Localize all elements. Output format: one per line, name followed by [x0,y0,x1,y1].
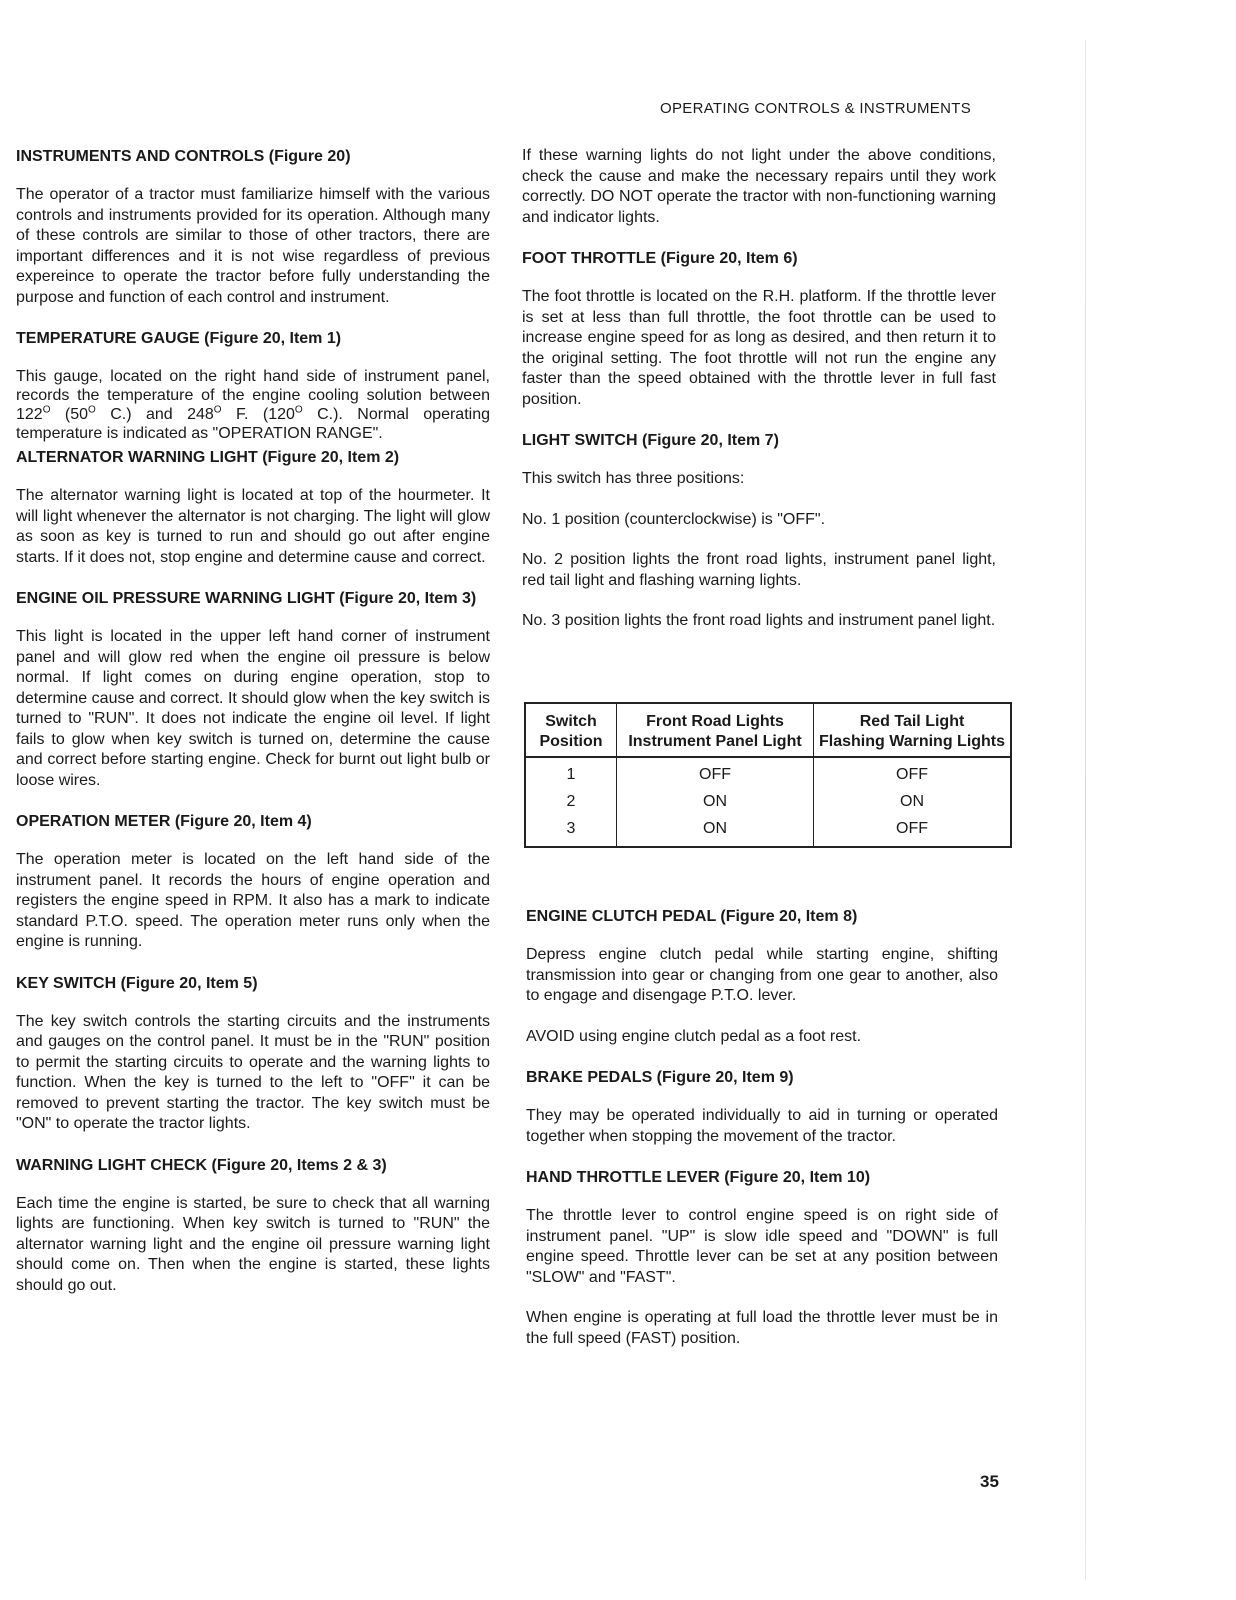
table-cell: OFF [814,816,1012,847]
section-title: HAND THROTTLE LEVER (Figure 20, Item 10) [526,1169,871,1186]
table-cell: 2 [566,793,576,810]
degree-symbol: O [88,404,96,416]
table-header-cell: Red Tail Light Flashing Warning Lights [814,703,1012,757]
section-body: No. 1 position (counterclockwise) is "OFF". [522,510,826,528]
section-body: Each time the engine is started, be sure to check that all warning lights are functioning. When key switch is turned to "RUN" the alternator warning light and the engine oil pressure warning light should come on. Then when the engine is started, these lights should go out. [16,1194,490,1294]
table-cell: ON [617,789,814,816]
section-body: The operation meter is located on the left hand side of the instrument panel. It records the hours of engine operation and registers the engine speed in RPM. It also has a mark to indicate standard P.T.O. speed. The operation meter runs only when the engine is running. [16,851,490,950]
table-row [525,816,1011,847]
section-title: ALTERNATOR WARNING LIGHT (Figure 20, Item 2) [16,449,400,466]
section-body: The key switch controls the starting circuits and the instruments and gauges on the control panel. It must be in the "RUN" position to permit the starting circuits to operate and the warning lights to function. When the key is turned to the left to "OFF" it can be removed to prevent starting the tractor. The key switch must be "ON" to operate the tractor lights. [16,1012,490,1132]
section-title: ENGINE OIL PRESSURE WARNING LIGHT (Figure 20, Item 3) [16,590,477,607]
section-body: AVOID using engine clutch pedal as a foot rest. [526,1027,862,1045]
table-cell: 1 [566,766,576,783]
table-header-cell: Front Road Lights Instrument Panel Light [617,703,814,757]
section-body: The throttle lever to control engine speed is on right side of instrument panel. "UP" is slow idle speed and "DOWN" is full engine speed. Throttle lever can be set at any position between "SLOW" and "FAST". [526,1207,998,1286]
table-row [525,789,1011,816]
scan-edge-line [1085,40,1086,1580]
running-header: OPERATING CONTROLS & INSTRUMENTS [660,100,972,117]
section-title: BRAKE PEDALS (Figure 20, Item 9) [526,1069,794,1086]
section-body: The operator of a tractor must familiarize himself with the various controls and instruments provided for its operation. Although many of these controls are similar to those of other tractors, there are important differences and it is not wise regardless of previous expereince to operate the tractor before fully understanding the purpose and function of each control and instrument. [16,186,490,306]
section-body: Depress engine clutch pedal while starting engine, shifting transmission into gear or changing from one gear to another, also to engage and disengage P.T.O. lever. [526,946,998,1004]
section-body: This switch has three positions: [522,470,745,487]
degree-symbol: O [294,404,303,416]
left-column [16,146,490,1296]
section-body: This gauge, located on the right hand side of instrument panel, records the temperature of the engine cooling solution between $122^O$ ($50^O$ C.) and $248^O$ F. ($120^O$ C.). Normal operating temperature is indicated as "OPERATION RANGE". [16,368,490,442]
degree-symbol: O [213,404,222,416]
section-title: FOOT THROTTLE (Figure 20, Item 6) [522,250,798,267]
section-body: If these warning lights do not light under the above conditions, check the cause and make the necessary repairs until they work correctly. DO NOT operate the tractor with non-functioning warning and indicator lights. [522,147,996,226]
table-cell: 3 [566,820,576,837]
right-column [522,146,996,632]
section-title: LIGHT SWITCH (Figure 20, Item 7) [522,432,779,449]
section-body: The foot throttle is located on the R.H. platform. If the throttle lever is set at less than full throttle, the foot throttle can be used to increase engine speed for as long as desired, and then return it to the original setting. The foot throttle will not run the engine any faster than the speed obtained with the throttle lever in full fast position. [522,288,996,408]
section-title: KEY SWITCH (Figure 20, Item 5) [16,974,258,992]
page-number: 35 [980,1472,999,1491]
table-cell: OFF [617,757,814,789]
degree-symbol: O [42,404,51,416]
section-title: OPERATION METER (Figure 20, Item 4) [16,813,312,830]
table-cell: ON [814,789,1012,816]
section-body: No. 2 position lights the front road lights, instrument panel light, red tail light and flashing warning lights. [522,551,996,589]
section-title: ENGINE CLUTCH PEDAL (Figure 20, Item 8) [526,908,858,925]
right-column-lower [526,906,998,1349]
section-body: No. 3 position lights the front road lights and instrument panel light. [522,612,996,629]
section-body: The alternator warning light is located at top of the hourmeter. It will light whenever the alternator is not charging. The light will glow as soon as key is turned to run and should go out after engine starts. If it does not, stop engine and determine cause and correct. [16,487,490,566]
section-body: This light is located in the upper left hand corner of instrument panel and will glow red when the engine oil pressure is below normal. If light comes on during engine operation, stop to determine cause and correct. It should glow when the key switch is turned to "RUN". It does not indicate the engine oil level. If light fails to glow when key switch is turned on, determine the cause and correct before starting engine. Check for burnt out light bulb or loose wires. [16,628,490,789]
section-title: TEMPERATURE GAUGE (Figure 20, Item 1) [16,330,342,347]
table-header-cell: Switch Position [525,703,617,757]
table-cell: ON [617,816,814,847]
section-body: When engine is operating at full load the throttle lever must be in the full speed (FAST) position. [526,1309,998,1347]
light-switch-table [524,702,1012,848]
section-title: INSTRUMENTS AND CONTROLS (Figure 20) [16,148,351,165]
section-body: They may be operated individually to aid in turning or operated together when stopping the movement of the tractor. [526,1107,998,1145]
table-row [525,757,1011,789]
table-cell: OFF [814,757,1012,789]
section-title: WARNING LIGHT CHECK (Figure 20, Items 2 & 3) [16,1156,387,1174]
table-header-row [525,703,1011,757]
